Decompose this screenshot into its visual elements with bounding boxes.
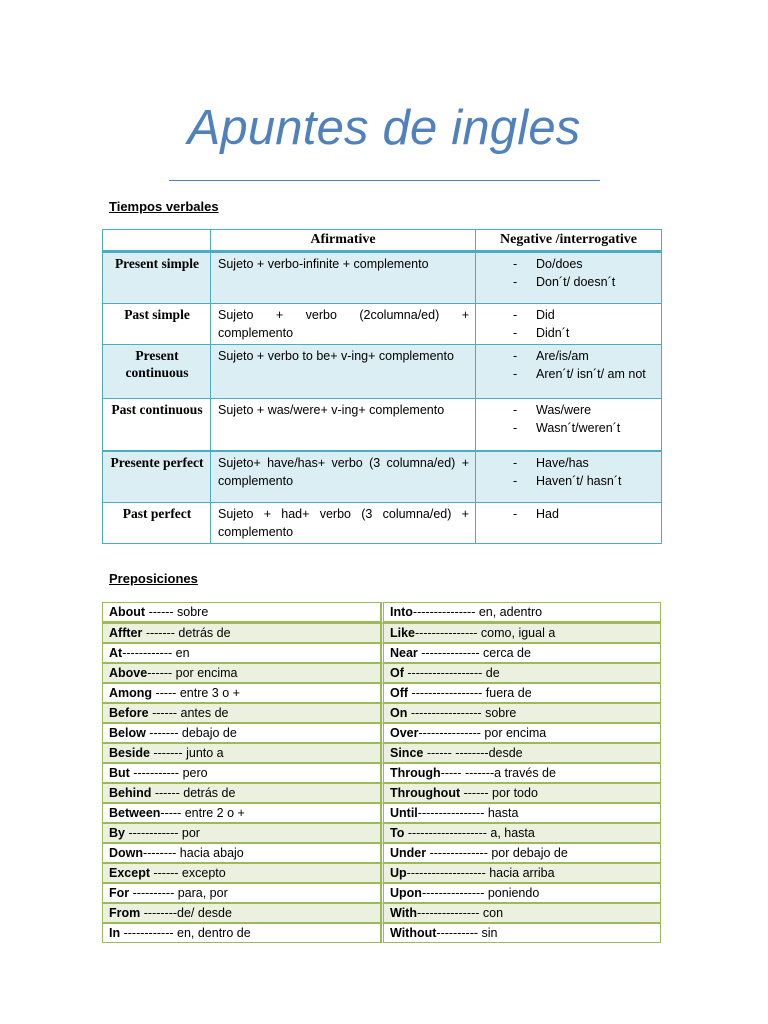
preposition-word: Affter	[109, 626, 143, 640]
preposition-word: At	[109, 646, 123, 660]
list-dash: -	[513, 275, 518, 289]
preposition-meaning: ------ --------desde	[423, 746, 523, 760]
preposition-cell	[381, 803, 661, 823]
negative-form-item	[508, 347, 655, 365]
tense-name: Past continuous	[103, 399, 211, 451]
negative-form-item	[508, 324, 655, 342]
tense-negative-forms	[476, 345, 662, 399]
preposition-row	[102, 683, 661, 703]
preposition-row	[102, 923, 661, 943]
preposition-cell	[102, 723, 381, 743]
negative-form-text: Was/were	[536, 403, 592, 417]
preposition-word: Upon	[390, 886, 422, 900]
negative-form-text: Aren´t/ isn´t/ am not	[536, 367, 646, 381]
list-dash: -	[513, 367, 518, 381]
tenses-header-blank	[103, 230, 211, 252]
preposition-cell	[381, 903, 661, 923]
negative-form-item	[508, 365, 655, 383]
preposition-cell	[381, 863, 661, 883]
preposition-meaning: ------------------- hacia arriba	[406, 866, 555, 880]
tense-name: Presente perfect	[103, 451, 211, 503]
preposition-meaning: ------------ por	[124, 826, 200, 840]
preposition-word: About	[109, 605, 146, 619]
negative-form-text: Have/has	[536, 455, 589, 470]
preposition-cell	[381, 743, 661, 763]
tense-name: Present continuous	[103, 345, 211, 399]
tense-row	[103, 451, 662, 503]
tenses-heading: Tiempos verbales	[109, 199, 219, 214]
preposition-meaning: ------- junto a	[150, 746, 224, 760]
preposition-cell	[381, 883, 661, 903]
preposition-meaning: -------------- cerca de	[417, 646, 531, 660]
tense-row	[103, 252, 662, 304]
tense-negative-forms	[476, 399, 662, 451]
preposition-word: For	[109, 886, 130, 900]
preposition-meaning: ----------------- fuera de	[408, 686, 532, 700]
preposition-cell	[102, 703, 381, 723]
preposition-meaning: ------------------ de	[403, 666, 500, 680]
preposition-meaning: --------------- como, igual a	[415, 626, 556, 640]
document-title: Apuntes de ingles	[187, 101, 581, 155]
preposition-meaning: ------------ en	[122, 646, 190, 660]
list-dash: -	[513, 421, 518, 435]
tense-row	[103, 399, 662, 451]
preposition-meaning: ---------- para, por	[129, 886, 228, 900]
tense-affirmative-form: Sujeto+ have/has+ verbo (3 columna/ed) + complemento	[211, 451, 476, 503]
preposition-word: Without	[390, 926, 437, 940]
tense-name: Present simple	[103, 252, 211, 304]
preposition-word: Throughout	[390, 786, 461, 800]
preposition-cell	[381, 623, 661, 643]
preposition-meaning: --------------- en, adentro	[412, 605, 543, 619]
preposition-word: But	[109, 766, 130, 780]
preposition-word: To	[390, 826, 405, 840]
preposition-meaning: ------- debajo de	[145, 726, 237, 740]
preposition-cell	[102, 683, 381, 703]
preposition-cell	[381, 602, 661, 623]
preposition-meaning: ------- detrás de	[142, 626, 231, 640]
preposition-row	[102, 723, 661, 743]
tense-negative-forms	[476, 451, 662, 503]
preposition-row	[102, 643, 661, 663]
preposition-meaning: ------------------- a, hasta	[404, 826, 535, 840]
preposition-row	[102, 703, 661, 723]
preposition-word: Before	[109, 706, 149, 720]
preposition-meaning: --------------- con	[416, 906, 504, 920]
list-dash: -	[513, 326, 518, 340]
preposition-row	[102, 863, 661, 883]
preposition-row	[102, 602, 661, 623]
prepositions-table	[102, 602, 661, 943]
preposition-row	[102, 623, 661, 643]
preposition-meaning: --------------- por encima	[418, 726, 547, 740]
preposition-meaning: ------ sobre	[145, 605, 209, 619]
negative-form-item	[508, 273, 655, 291]
preposition-word: Up	[390, 866, 407, 880]
preposition-meaning: ------ excepto	[150, 866, 226, 880]
negative-form-text: Don´t/ doesn´t	[536, 275, 616, 289]
negative-form-item	[508, 306, 655, 324]
preposition-word: From	[109, 906, 141, 920]
preposition-cell	[102, 763, 381, 783]
preposition-row	[102, 763, 661, 783]
preposition-meaning: ---------- sin	[436, 926, 498, 940]
list-dash: -	[513, 403, 518, 417]
preposition-cell	[102, 823, 381, 843]
preposition-word: Between	[109, 806, 161, 820]
preposition-cell	[102, 803, 381, 823]
preposition-word: On	[390, 706, 408, 720]
preposition-word: Like	[390, 626, 416, 640]
negative-form-text: Didn´t	[536, 326, 570, 340]
list-dash: -	[513, 349, 518, 363]
preposition-word: Above	[109, 666, 148, 680]
preposition-meaning: ---------------- hasta	[417, 806, 519, 820]
negative-form-text: Did	[536, 308, 555, 322]
negative-form-text: Are/is/am	[536, 349, 589, 363]
negative-form-item	[508, 255, 655, 273]
tense-name: Past simple	[103, 304, 211, 345]
preposition-meaning: -------------- por debajo de	[426, 846, 568, 860]
list-dash: -	[513, 308, 518, 322]
tense-row	[103, 503, 662, 544]
preposition-word: By	[109, 826, 125, 840]
negative-form-text: Do/does	[536, 257, 583, 271]
tenses-header-afirmative: Afirmative	[211, 230, 476, 252]
preposition-cell	[381, 843, 661, 863]
preposition-word: Down	[109, 846, 144, 860]
list-dash: -	[513, 507, 518, 521]
preposition-meaning: ------ por todo	[460, 786, 538, 800]
preposition-word: Below	[109, 726, 146, 740]
list-dash: -	[513, 455, 518, 470]
tense-negative-forms	[476, 503, 662, 544]
preposition-cell	[102, 602, 381, 623]
preposition-cell	[102, 883, 381, 903]
negative-form-text: Wasn´t/weren´t	[536, 421, 621, 435]
tense-affirmative-form: Sujeto + verbo (2columna/ed) + complemento	[211, 304, 476, 345]
preposition-word: Except	[109, 866, 150, 880]
preposition-word: Into	[390, 605, 413, 619]
preposition-cell	[102, 923, 381, 943]
tense-affirmative-form: Sujeto + verbo-infinite + complemento	[211, 252, 476, 304]
preposition-row	[102, 743, 661, 763]
preposition-cell	[381, 663, 661, 683]
tense-affirmative-form: Sujeto + was/were+ v-ing+ complemento	[211, 399, 476, 451]
preposition-cell	[381, 703, 661, 723]
tenses-header-row	[103, 230, 662, 252]
tense-negative-forms	[476, 304, 662, 345]
preposition-cell	[102, 643, 381, 663]
negative-form-item	[508, 505, 655, 523]
preposition-meaning: ------ antes de	[148, 706, 229, 720]
preposition-meaning: ----- entre 2 o +	[160, 806, 245, 820]
preposition-meaning: ------ por encima	[147, 666, 238, 680]
preposition-row	[102, 903, 661, 923]
preposition-cell	[381, 783, 661, 803]
preposition-word: Through	[390, 766, 441, 780]
tense-affirmative-form: Sujeto + verbo to be+ v-ing+ complemento	[211, 345, 476, 399]
preposition-cell	[102, 623, 381, 643]
tense-affirmative-form: Sujeto + had+ verbo (3 columna/ed) + complemento	[211, 503, 476, 544]
preposition-word: Among	[109, 686, 153, 700]
preposition-meaning: -------- hacia abajo	[143, 846, 244, 860]
preposition-cell	[381, 643, 661, 663]
preposition-row	[102, 843, 661, 863]
preposition-word: Over	[390, 726, 419, 740]
preposition-cell	[381, 683, 661, 703]
preposition-word: Since	[390, 746, 424, 760]
preposition-cell	[381, 923, 661, 943]
negative-form-item	[508, 454, 655, 472]
verb-tenses-table	[102, 229, 662, 544]
preposition-word: With	[390, 906, 417, 920]
tense-row	[103, 345, 662, 399]
preposition-cell	[381, 763, 661, 783]
preposition-row	[102, 803, 661, 823]
preposition-word: Behind	[109, 786, 152, 800]
preposition-meaning: ------------ en, dentro de	[120, 926, 251, 940]
preposition-meaning: --------de/ desde	[140, 906, 232, 920]
preposition-cell	[381, 723, 661, 743]
preposition-word: Beside	[109, 746, 150, 760]
preposition-cell	[102, 743, 381, 763]
preposition-row	[102, 663, 661, 683]
preposition-word: Off	[390, 686, 409, 700]
preposition-word: Under	[390, 846, 427, 860]
preposition-cell	[381, 823, 661, 843]
negative-form-item	[508, 419, 655, 437]
preposition-word: Until	[390, 806, 418, 820]
preposition-meaning: ----- -------a través de	[440, 766, 556, 780]
preposition-word: Of	[390, 666, 404, 680]
preposition-cell	[102, 783, 381, 803]
prepositions-heading: Preposiciones	[109, 571, 198, 586]
preposition-cell	[102, 903, 381, 923]
negative-form-item	[508, 401, 655, 419]
preposition-word: Near	[390, 646, 418, 660]
negative-form-text: Had	[536, 507, 559, 521]
list-dash: -	[513, 473, 518, 488]
tense-row	[103, 304, 662, 345]
preposition-meaning: ----------------- sobre	[407, 706, 517, 720]
negative-form-item	[508, 472, 655, 490]
preposition-cell	[102, 843, 381, 863]
preposition-meaning: ----- entre 3 o +	[152, 686, 240, 700]
preposition-cell	[102, 663, 381, 683]
preposition-row	[102, 823, 661, 843]
tense-name: Past perfect	[103, 503, 211, 544]
preposition-meaning: ------ detrás de	[151, 786, 236, 800]
tenses-header-negative: Negative /interrogative	[476, 230, 662, 252]
list-dash: -	[513, 257, 518, 271]
preposition-row	[102, 783, 661, 803]
preposition-word: In	[109, 926, 121, 940]
preposition-cell	[102, 863, 381, 883]
tense-negative-forms	[476, 252, 662, 304]
negative-form-text: Haven´t/ hasn´t	[536, 473, 622, 488]
preposition-meaning: --------------- poniendo	[421, 886, 540, 900]
preposition-meaning: ----------- pero	[129, 766, 208, 780]
preposition-row	[102, 883, 661, 903]
title-underline	[169, 180, 600, 181]
